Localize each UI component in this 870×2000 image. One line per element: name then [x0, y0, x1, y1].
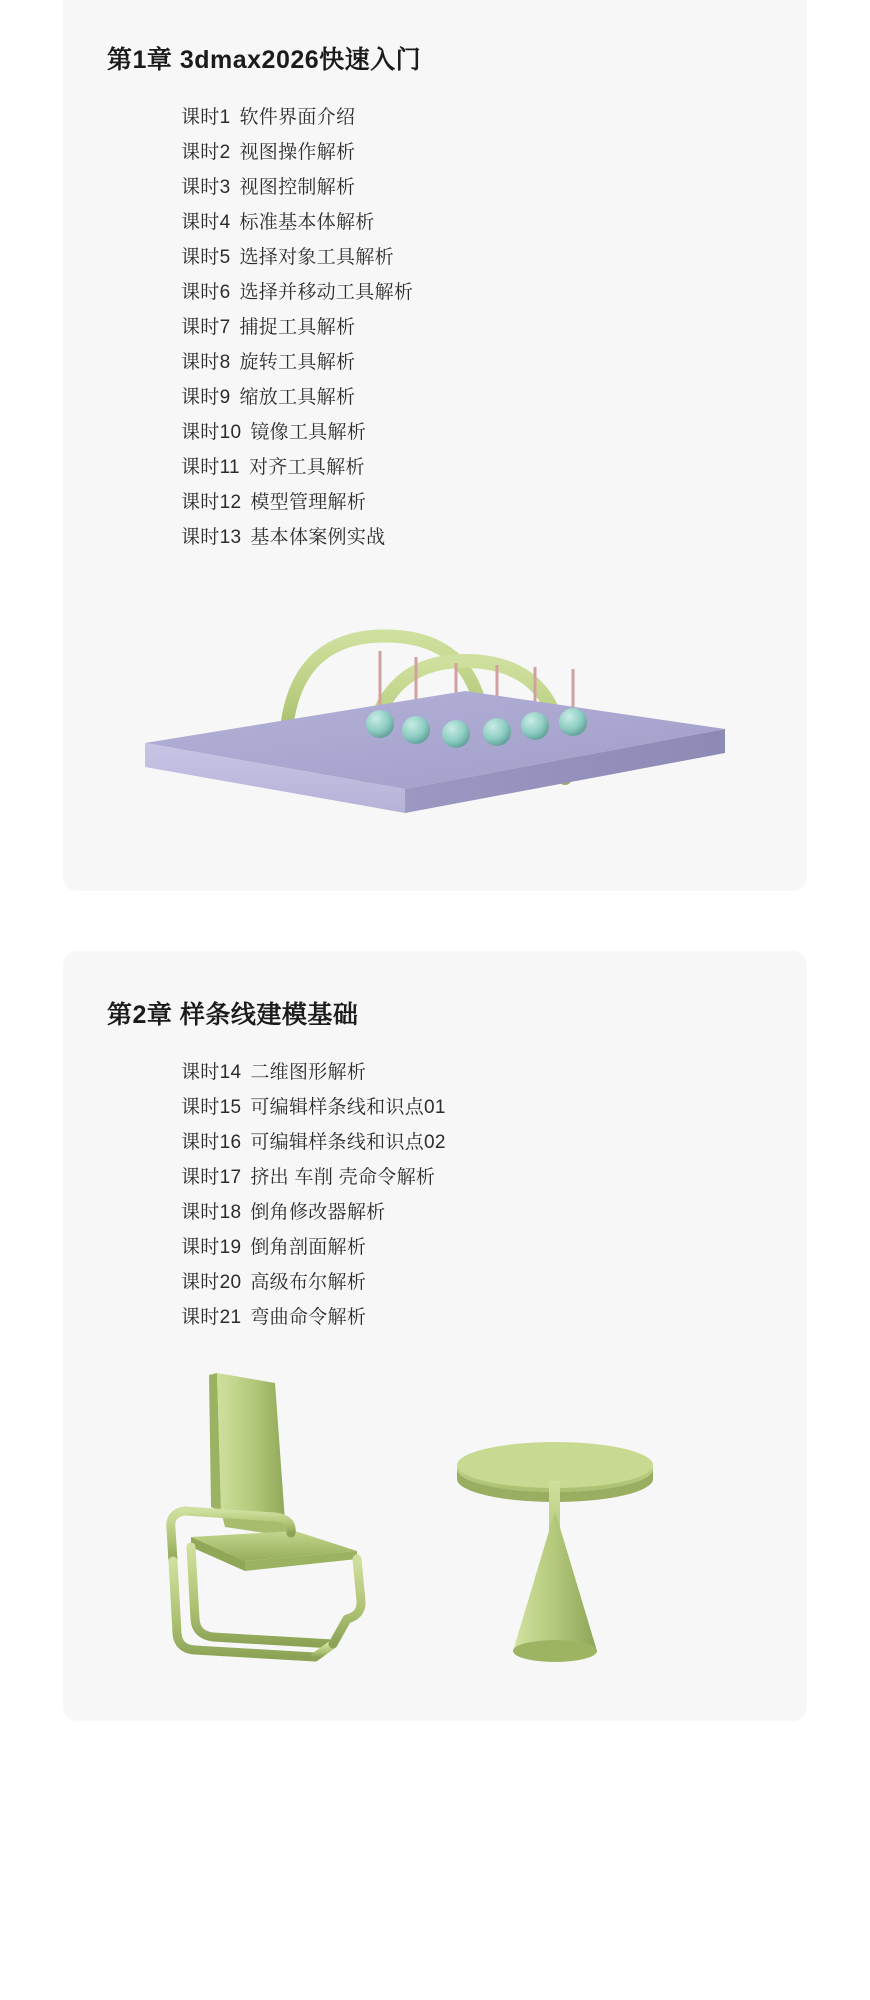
list-item[interactable] [181, 485, 807, 520]
list-item[interactable] [181, 205, 807, 240]
lesson-title: 选择对象工具解析 [239, 246, 394, 268]
lesson-title: 模型管理解析 [250, 491, 367, 513]
list-item[interactable] [181, 1265, 807, 1300]
list-item[interactable] [181, 240, 807, 275]
lesson-title: 倒角修改器解析 [250, 1201, 386, 1223]
lesson-number: 课时6 [181, 281, 231, 303]
lesson-number: 课时20 [181, 1271, 242, 1293]
lesson-number: 课时4 [181, 211, 231, 233]
list-item[interactable] [181, 1125, 807, 1160]
chapter-title: 第1章 3dmax2026快速入门 [107, 45, 422, 74]
lesson-number: 课时18 [181, 1201, 242, 1223]
chapter-1-figure [63, 581, 807, 841]
list-item[interactable] [181, 275, 807, 310]
lesson-number: 课时16 [181, 1131, 242, 1153]
lesson-number: 课时2 [181, 141, 231, 163]
list-item[interactable] [181, 135, 807, 170]
lesson-title: 可编辑样条线和识点01 [250, 1096, 446, 1118]
lesson-number: 课时7 [181, 316, 231, 338]
lesson-number: 课时15 [181, 1096, 242, 1118]
chapter-2-figure [63, 1361, 807, 1681]
lesson-title: 挤出 车削 壳命令解析 [250, 1166, 436, 1188]
lesson-title: 视图控制解析 [239, 176, 356, 198]
lesson-title: 弯曲命令解析 [250, 1306, 367, 1328]
lesson-title: 高级布尔解析 [250, 1271, 367, 1293]
list-item[interactable] [181, 1090, 807, 1125]
list-item[interactable] [181, 1230, 807, 1265]
chapter-card-1 [63, 0, 807, 891]
lesson-number: 课时5 [181, 246, 231, 268]
lesson-title: 标准基本体解析 [239, 211, 375, 233]
list-item[interactable] [181, 100, 807, 135]
lesson-title: 选择并移动工具解析 [239, 281, 414, 303]
lesson-number: 课时21 [181, 1306, 242, 1328]
lesson-number: 课时13 [181, 526, 242, 548]
chair-and-table-icon [125, 1361, 745, 1681]
lesson-number: 课时14 [181, 1061, 242, 1083]
list-item[interactable] [181, 450, 807, 485]
lesson-title: 视图操作解析 [239, 141, 356, 163]
list-item[interactable] [181, 170, 807, 205]
lesson-title: 软件界面介绍 [239, 106, 356, 128]
lesson-title: 对齐工具解析 [248, 456, 365, 478]
lesson-number: 课时9 [181, 386, 231, 408]
lesson-number: 课时10 [181, 421, 242, 443]
chapter-card-2 [63, 951, 807, 1721]
lesson-title: 缩放工具解析 [239, 386, 356, 408]
lesson-number: 课时12 [181, 491, 242, 513]
list-item[interactable] [181, 345, 807, 380]
lesson-title: 可编辑样条线和识点02 [250, 1131, 446, 1153]
lesson-number: 课时11 [181, 456, 240, 478]
lesson-list [63, 1055, 807, 1335]
lesson-title: 捕捉工具解析 [239, 316, 356, 338]
lesson-number: 课时3 [181, 176, 231, 198]
list-item[interactable] [181, 310, 807, 345]
lesson-title: 倒角剖面解析 [250, 1236, 367, 1258]
chapter-title: 第2章 样条线建模基础 [107, 1000, 359, 1029]
list-item[interactable] [181, 1055, 807, 1090]
list-item[interactable] [181, 415, 807, 450]
list-item[interactable] [181, 1160, 807, 1195]
lesson-number: 课时8 [181, 351, 231, 373]
lesson-number: 课时19 [181, 1236, 242, 1258]
lesson-number: 课时1 [181, 106, 231, 128]
list-item[interactable] [181, 1300, 807, 1335]
list-item[interactable] [181, 1195, 807, 1230]
card-spacer [63, 841, 807, 851]
lesson-number: 课时17 [181, 1166, 242, 1188]
list-item[interactable] [181, 380, 807, 415]
lesson-title: 旋转工具解析 [239, 351, 356, 373]
lesson-list [63, 100, 807, 555]
list-item[interactable] [181, 520, 807, 555]
lesson-title: 二维图形解析 [250, 1061, 367, 1083]
lesson-title: 基本体案例实战 [250, 526, 386, 548]
lesson-title: 镜像工具解析 [250, 421, 367, 443]
newton-cradle-icon [135, 581, 735, 841]
